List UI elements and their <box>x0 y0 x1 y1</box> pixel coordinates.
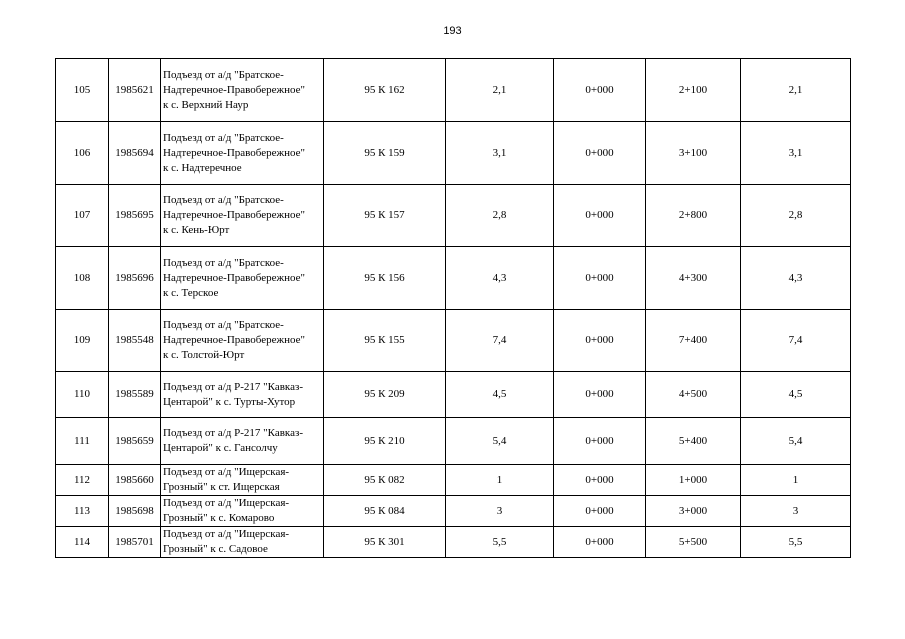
road-name-cell <box>161 465 324 496</box>
road-name-line: Подъезд от а/д Р-217 "Кавказ- <box>163 427 303 439</box>
start-km-text: 0+000 <box>585 504 614 517</box>
total-length-cell <box>741 247 851 310</box>
road-code-text: 1985659 <box>115 434 154 447</box>
road-name-line: Грозный" к с. Комарово <box>163 512 275 524</box>
end-km-cell <box>646 185 741 247</box>
road-name-line: к с. Терское <box>163 286 219 299</box>
road-id-cell <box>324 496 446 527</box>
start-km-cell <box>554 185 646 247</box>
road-code-cell <box>109 247 161 310</box>
table-row <box>56 496 851 527</box>
length-text: 4,5 <box>492 388 507 400</box>
road-id-text: 95 К 157 <box>364 209 405 221</box>
road-id-text: 95 К 162 <box>364 83 405 96</box>
road-id-text: 95 К 082 <box>364 473 405 486</box>
row-number-text: 109 <box>73 334 91 346</box>
row-number-cell <box>56 496 109 527</box>
road-name-line: Подъезд от а/д "Ищерская- <box>163 528 290 540</box>
road-code-text: 1985695 <box>115 209 154 221</box>
road-code-cell <box>109 122 161 185</box>
road-name-cell <box>161 59 324 122</box>
road-code-cell <box>109 59 161 122</box>
row-number-cell <box>56 527 109 558</box>
end-km-text: 5+500 <box>678 535 708 548</box>
road-name-line: Подъезд от а/д "Братское- <box>163 319 284 331</box>
road-name-cell <box>161 496 324 527</box>
road-name-line: Грозный" к ст. Ищерская <box>163 481 280 493</box>
row-number-cell <box>56 122 109 185</box>
road-id-text: 95 К 210 <box>364 434 405 447</box>
road-code-cell <box>109 185 161 247</box>
total-length-cell <box>741 59 851 122</box>
road-id-text: 95 К 301 <box>364 535 405 548</box>
road-id-cell <box>324 185 446 247</box>
table-row <box>56 247 851 310</box>
table-row <box>56 465 851 496</box>
start-km-cell <box>554 310 646 372</box>
road-name-line: Подъезд от а/д "Братское- <box>163 68 284 81</box>
start-km-text: 0+000 <box>585 535 614 548</box>
length-cell <box>446 418 554 465</box>
start-km-cell <box>554 372 646 418</box>
end-km-cell <box>646 465 741 496</box>
total-length-cell <box>741 310 851 372</box>
road-name-line: к с. Толстой-Юрт <box>163 349 245 361</box>
total-length-cell <box>741 465 851 496</box>
table-row <box>56 372 851 418</box>
start-km-cell <box>554 247 646 310</box>
total-length-text: 3,1 <box>788 146 803 159</box>
total-length-text: 1 <box>792 473 799 486</box>
length-text: 2,8 <box>492 209 507 221</box>
total-length-cell <box>741 185 851 247</box>
length-text: 1 <box>496 473 503 486</box>
table-row <box>56 122 851 185</box>
end-km-cell <box>646 496 741 527</box>
road-name-line: Надтеречное-Правобережное" <box>163 271 305 284</box>
road-id-cell <box>324 372 446 418</box>
length-text: 3 <box>496 504 503 517</box>
road-id-cell <box>324 122 446 185</box>
total-length-text: 2,8 <box>788 209 803 221</box>
road-name-line: Надтеречное-Правобережное" <box>163 83 305 96</box>
road-code-cell <box>109 310 161 372</box>
road-code-cell <box>109 418 161 465</box>
table-row <box>56 185 851 247</box>
total-length-cell <box>741 527 851 558</box>
road-name-line: Центарой" к с. Гансолчу <box>163 442 278 454</box>
end-km-cell <box>646 247 741 310</box>
road-id-cell <box>324 418 446 465</box>
end-km-cell <box>646 527 741 558</box>
road-id-cell <box>324 465 446 496</box>
table-row <box>56 59 851 122</box>
length-cell <box>446 496 554 527</box>
road-id-cell <box>324 310 446 372</box>
total-length-cell <box>741 122 851 185</box>
length-text: 5,4 <box>492 434 507 447</box>
row-number-cell <box>56 465 109 496</box>
road-code-text: 1985698 <box>115 504 154 517</box>
end-km-text: 7+400 <box>678 334 708 346</box>
road-code-cell <box>109 465 161 496</box>
start-km-cell <box>554 465 646 496</box>
road-id-text: 95 К 156 <box>364 271 405 284</box>
road-name-line: Надтеречное-Правобережное" <box>163 146 305 159</box>
end-km-text: 2+800 <box>678 209 708 221</box>
road-id-cell <box>324 527 446 558</box>
road-name-line: к с. Надтеречное <box>163 161 242 174</box>
roads-table <box>55 58 851 558</box>
row-number-cell <box>56 372 109 418</box>
length-text: 3,1 <box>492 146 507 159</box>
length-cell <box>446 465 554 496</box>
road-name-cell <box>161 310 324 372</box>
total-length-cell <box>741 372 851 418</box>
road-code-text: 1985660 <box>115 473 154 486</box>
end-km-cell <box>646 372 741 418</box>
length-cell <box>446 372 554 418</box>
row-number-text: 105 <box>73 83 91 96</box>
end-km-text: 3+000 <box>678 504 708 517</box>
start-km-cell <box>554 122 646 185</box>
road-name-line: Подъезд от а/д "Братское- <box>163 194 284 206</box>
row-number-text: 113 <box>73 504 91 517</box>
row-number-text: 112 <box>73 473 91 486</box>
row-number-text: 107 <box>73 209 91 221</box>
road-id-text: 95 К 209 <box>364 388 405 400</box>
row-number-text: 106 <box>73 146 91 159</box>
length-cell <box>446 527 554 558</box>
row-number-cell <box>56 185 109 247</box>
road-code-cell <box>109 372 161 418</box>
road-name-cell <box>161 247 324 310</box>
end-km-text: 4+500 <box>678 388 708 400</box>
length-text: 2,1 <box>492 83 507 96</box>
road-id-text: 95 К 084 <box>364 504 405 517</box>
road-name-line: Подъезд от а/д Р-217 "Кавказ- <box>163 380 303 393</box>
road-name-cell <box>161 372 324 418</box>
total-length-text: 4,5 <box>788 388 803 400</box>
road-name-line: Подъезд от а/д "Братское- <box>163 131 284 144</box>
road-code-cell <box>109 527 161 558</box>
road-code-text: 1985701 <box>115 535 154 548</box>
table-row <box>56 418 851 465</box>
road-name-line: Надтеречное-Правобережное" <box>163 334 305 346</box>
total-length-text: 7,4 <box>788 334 803 346</box>
total-length-cell <box>741 496 851 527</box>
road-name-line: Центарой" к с. Турты-Хутор <box>163 395 296 408</box>
end-km-text: 4+300 <box>678 271 708 284</box>
start-km-text: 0+000 <box>585 209 614 221</box>
length-cell <box>446 310 554 372</box>
road-name-cell <box>161 418 324 465</box>
length-text: 4,3 <box>492 271 507 284</box>
road-name-cell <box>161 122 324 185</box>
start-km-cell <box>554 59 646 122</box>
start-km-text: 0+000 <box>585 271 614 284</box>
length-text: 5,5 <box>492 535 507 548</box>
total-length-cell <box>741 418 851 465</box>
length-cell <box>446 122 554 185</box>
total-length-text: 2,1 <box>788 83 803 96</box>
row-number-text: 110 <box>73 388 91 400</box>
row-number-cell <box>56 310 109 372</box>
total-length-text: 5,5 <box>788 535 803 548</box>
start-km-cell <box>554 418 646 465</box>
road-code-text: 1985621 <box>115 83 154 96</box>
start-km-text: 0+000 <box>585 334 614 346</box>
table-row <box>56 527 851 558</box>
road-name-line: Грозный" к с. Садовое <box>163 543 268 555</box>
length-cell <box>446 59 554 122</box>
road-name-line: к с. Кень-Юрт <box>163 224 230 236</box>
road-code-text: 1985696 <box>115 271 154 284</box>
start-km-cell <box>554 496 646 527</box>
end-km-cell <box>646 418 741 465</box>
road-code-cell <box>109 496 161 527</box>
row-number-cell <box>56 59 109 122</box>
table-row <box>56 310 851 372</box>
road-code-text: 1985589 <box>115 388 154 400</box>
road-name-cell <box>161 185 324 247</box>
length-cell <box>446 247 554 310</box>
road-name-line: к с. Верхний Наур <box>163 98 249 111</box>
road-code-text: 1985694 <box>115 146 154 159</box>
road-id-cell <box>324 59 446 122</box>
end-km-text: 2+100 <box>678 83 708 96</box>
row-number-cell <box>56 418 109 465</box>
row-number-text: 111 <box>74 434 90 447</box>
end-km-text: 5+400 <box>678 434 708 447</box>
end-km-cell <box>646 59 741 122</box>
road-name-cell <box>161 527 324 558</box>
start-km-text: 0+000 <box>585 388 614 400</box>
total-length-text: 5,4 <box>788 434 803 447</box>
page-number: 193 <box>443 25 462 37</box>
start-km-text: 0+000 <box>585 146 614 159</box>
start-km-text: 0+000 <box>585 83 614 96</box>
table-body <box>56 59 851 558</box>
start-km-cell <box>554 527 646 558</box>
start-km-text: 0+000 <box>585 473 614 486</box>
end-km-text: 3+100 <box>678 146 708 159</box>
road-id-cell <box>324 247 446 310</box>
row-number-cell <box>56 247 109 310</box>
end-km-cell <box>646 310 741 372</box>
road-code-text: 1985548 <box>115 334 154 346</box>
row-number-text: 114 <box>73 535 91 548</box>
end-km-cell <box>646 122 741 185</box>
total-length-text: 3 <box>792 504 799 517</box>
road-name-line: Подъезд от а/д "Ищерская- <box>163 466 290 478</box>
road-id-text: 95 К 159 <box>364 146 405 159</box>
total-length-text: 4,3 <box>788 271 803 284</box>
length-text: 7,4 <box>492 334 507 346</box>
road-name-line: Надтеречное-Правобережное" <box>163 209 305 221</box>
end-km-text: 1+000 <box>678 473 708 486</box>
road-name-line: Подъезд от а/д "Ищерская- <box>163 497 290 509</box>
row-number-text: 108 <box>73 271 91 284</box>
road-name-line: Подъезд от а/д "Братское- <box>163 256 284 269</box>
length-cell <box>446 185 554 247</box>
start-km-text: 0+000 <box>585 434 614 447</box>
road-id-text: 95 К 155 <box>364 334 405 346</box>
